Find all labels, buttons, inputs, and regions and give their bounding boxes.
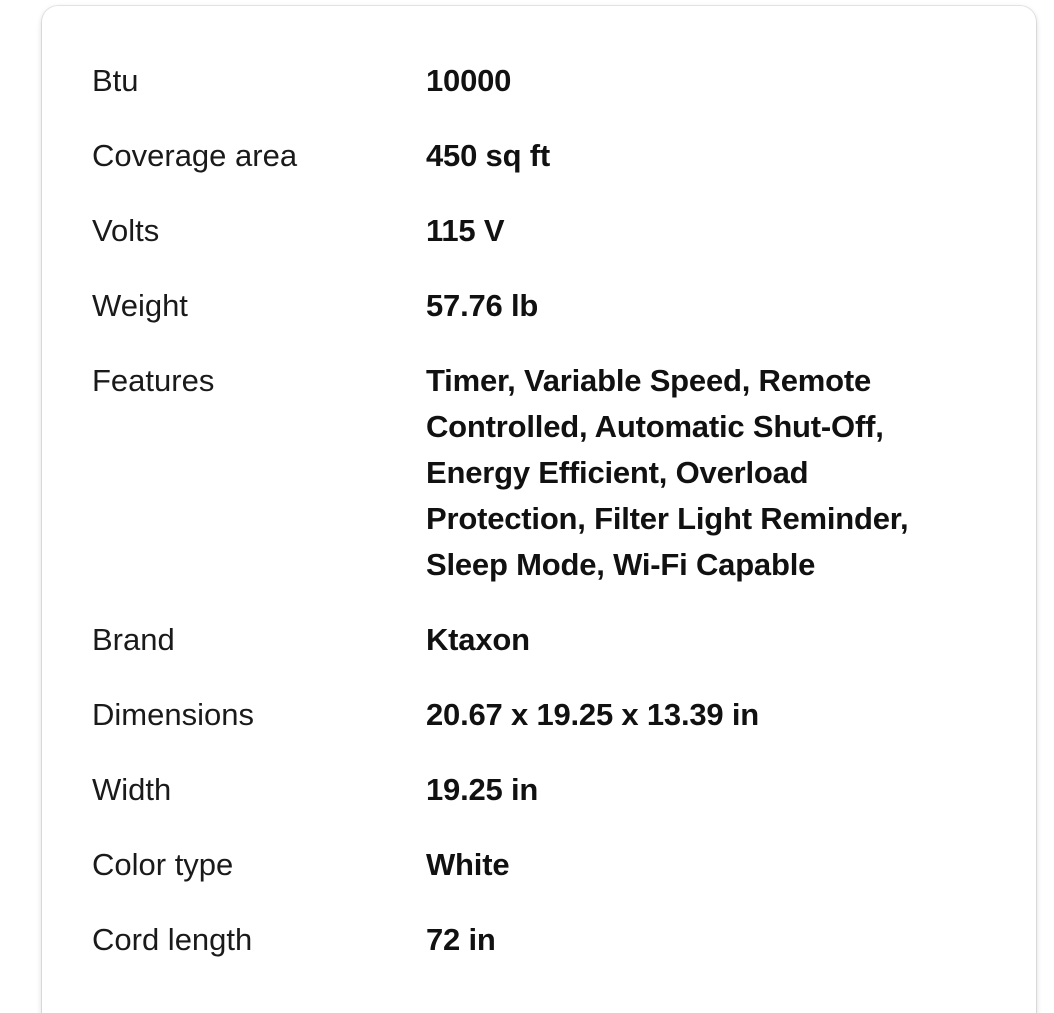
spec-value: White — [426, 847, 510, 882]
spec-value: Timer, Variable Speed, Remote Controlled, Automatic Shut-Off, Energy Efficient, Overload Protection, Filter Light Reminder, Sleep Mode, Wi-Fi Capable — [426, 363, 909, 582]
spec-row-weight — [92, 283, 992, 329]
spec-value: 10000 — [426, 63, 512, 98]
spec-value: Ktaxon — [426, 622, 530, 657]
spec-label: Btu — [92, 63, 139, 98]
spec-row-btu — [92, 58, 992, 104]
spec-row-volts — [92, 208, 992, 254]
spec-label: Brand — [92, 622, 175, 657]
spec-label: Features — [92, 363, 215, 398]
spec-row-width — [92, 767, 992, 813]
spec-value: 115 V — [426, 213, 505, 248]
spec-label: Dimensions — [92, 697, 254, 732]
spec-label: Weight — [92, 288, 188, 323]
spec-value: 57.76 lb — [426, 288, 539, 323]
spec-label: Volts — [92, 213, 160, 248]
spec-row-dimensions — [92, 692, 992, 738]
spec-label: Coverage area — [92, 138, 298, 173]
spec-row-coverage-area — [92, 133, 992, 179]
spec-label: Width — [92, 772, 172, 807]
spec-value: 72 in — [426, 922, 496, 957]
spec-list — [92, 58, 992, 992]
spec-value: 19.25 in — [426, 772, 539, 807]
specifications-card — [42, 6, 1036, 1013]
spec-row-color-type — [92, 842, 992, 888]
spec-row-brand — [92, 617, 992, 663]
spec-label: Cord length — [92, 922, 253, 957]
spec-value: 20.67 x 19.25 x 13.39 in — [426, 697, 760, 732]
spec-label: Color type — [92, 847, 234, 882]
spec-row-cord-length — [92, 917, 992, 963]
spec-value: 450 sq ft — [426, 138, 550, 173]
spec-row-features — [92, 358, 992, 588]
